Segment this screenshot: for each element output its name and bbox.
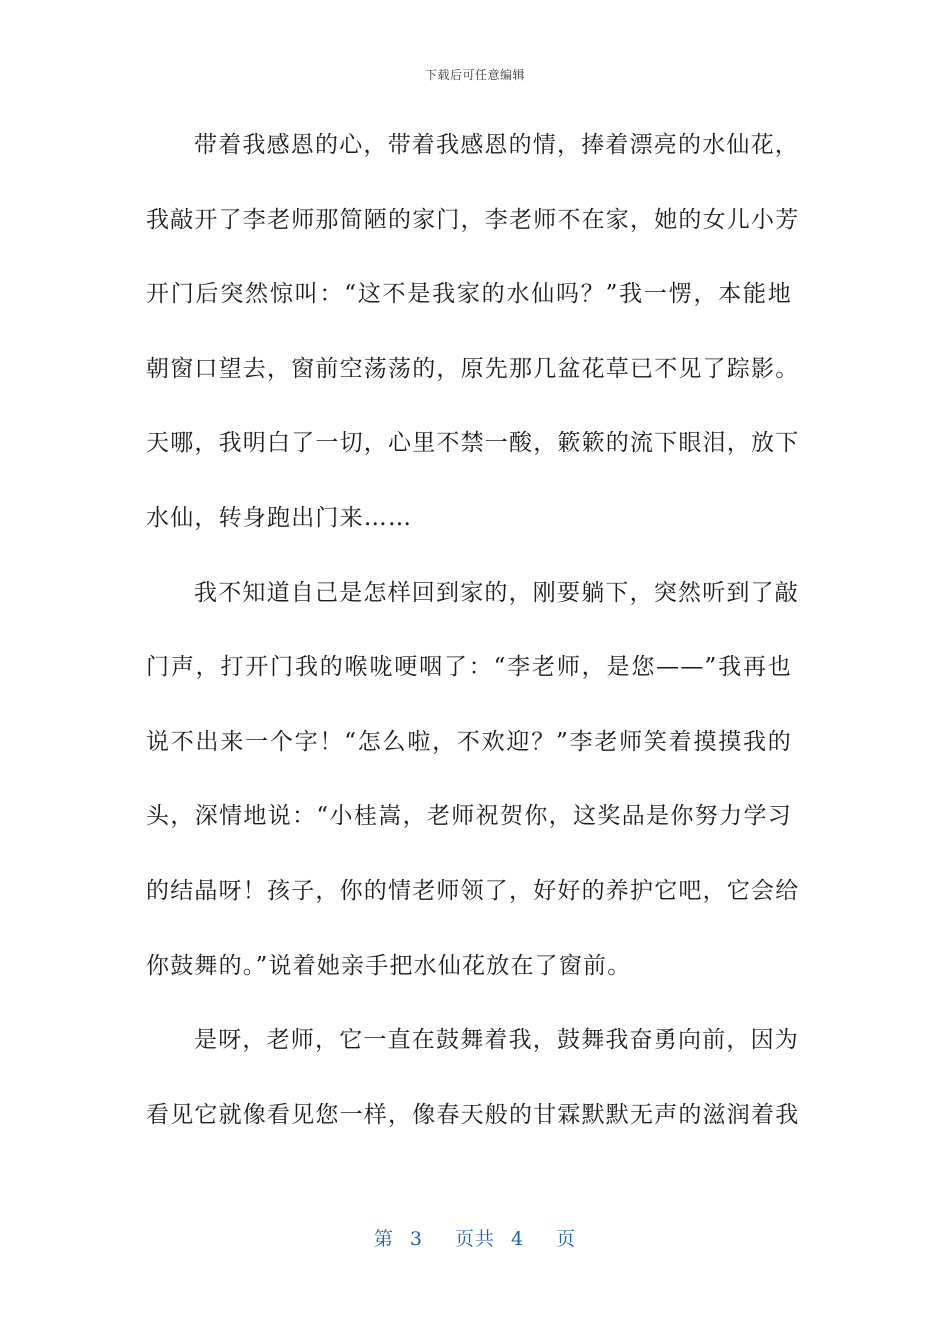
header-note: 下载后可任意编辑 [424,68,525,82]
paragraph-1-line-6: 水仙，转身跑出门来…… [146,504,413,531]
paragraph-2-line-6: 你鼓舞的。”说着她亲手把水仙花放在了窗前。 [146,952,632,979]
page-total: 4 [511,1228,525,1250]
page-middle: 页共 [454,1228,495,1250]
paragraph-1-line-1: 带着我感恩的心，带着我感恩的情，捧着漂亮的水仙花， [194,132,799,158]
paragraph-1-line-2: 我敲开了李老师那简陋的家门，李老师不在家，她的女儿小芳 [146,206,800,233]
paragraph-3-line-1: 是呀，老师，它一直在鼓舞着我，鼓舞我奋勇向前，因为 [194,1027,799,1054]
paragraph-2-line-4: 头，深情地说：“小桂嵩，老师祝贺你，这奖品是你努力学习 [146,803,792,830]
paragraph-2-line-2: 门声，打开门我的喉咙哽咽了：“李老师，是您——”我再也 [146,654,792,681]
paragraph-3-line-2: 看见它就像看见您一样，像春天般的甘霖默默无声的滋润着我 [146,1101,800,1128]
paragraph-2-line-3: 说不出来一个字！“怎么啦，不欢迎？”李老师笑着摸摸我的 [146,728,792,755]
page-prefix: 第 [373,1228,394,1250]
paragraph-1-line-3: 开门后突然惊叫：“这不是我家的水仙吗？”我一愣，本能地 [146,281,792,308]
page-footer [0,1224,950,1251]
paragraph-1-line-5: 天哪，我明白了一切，心里不禁一酸，簌簌的流下眼泪，放下 [146,430,800,457]
page-current: 3 [409,1228,423,1250]
paragraph-1-line-4: 朝窗口望去，窗前空荡荡的，原先那几盆花草已不见了踪影。 [146,355,800,382]
paragraph-2-line-1: 我不知道自己是怎样回到家的，刚要躺下，突然听到了敲 [194,579,799,606]
page-suffix: 页 [556,1228,577,1250]
article-body [146,108,800,1152]
paragraph-2-line-5: 的结晶呀！孩子，你的情老师领了，好好的养护它吧，它会给 [146,877,800,904]
